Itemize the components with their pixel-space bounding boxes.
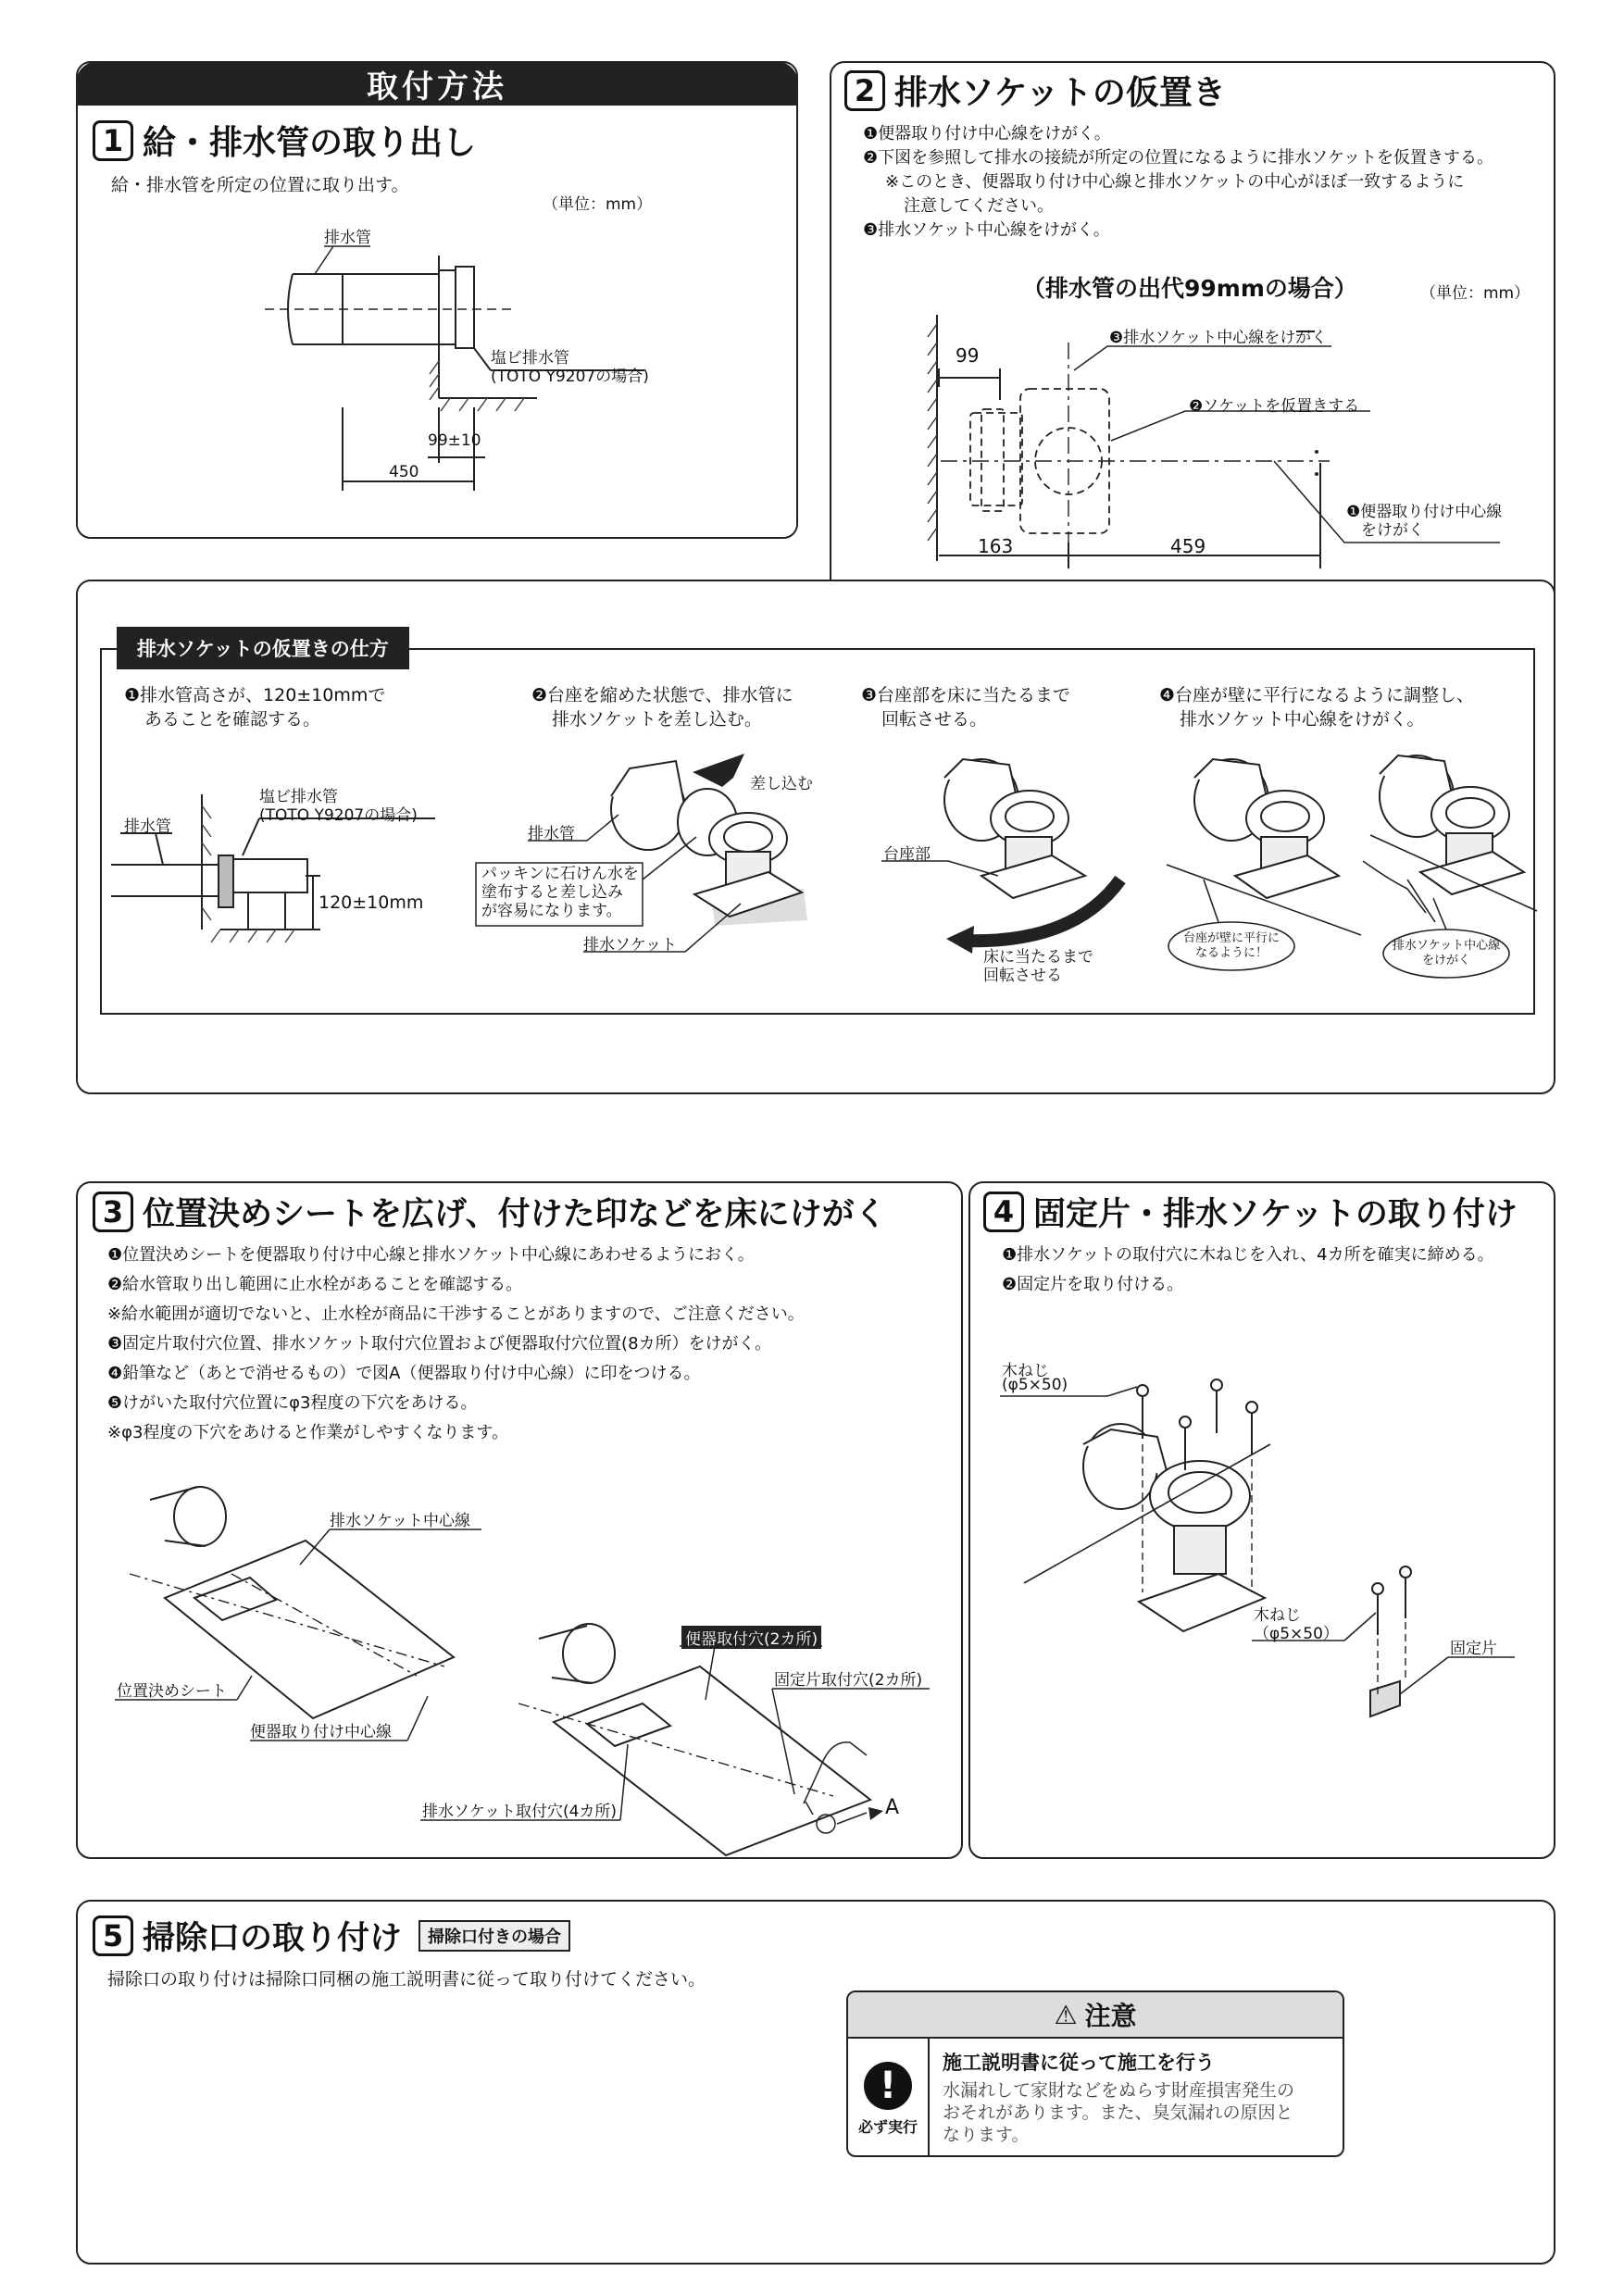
step2-item-3: ❸排水ソケット中心線をけがく。 (863, 220, 1110, 240)
step4-label-screw2-size: （φ5×50） (1254, 1625, 1339, 1643)
step1-label-pvc: 塩ビ排水管 (491, 349, 569, 368)
step3-label-sheet: 位置決めシート (117, 1682, 227, 1701)
method-c1-pipe: 排水管 (124, 817, 171, 836)
method-c1-height: 120±10mm (319, 892, 424, 913)
step2-unit: （単位：mm） (1420, 284, 1530, 303)
step2-item-2: ❷下図を参照して排水の接続が所定の位置になるように排水ソケットを仮置きする。 (863, 148, 1494, 168)
step5-title-text: 掃除口の取り付け (143, 1920, 403, 1957)
step2-title-text: 排水ソケットの仮置き (894, 74, 1226, 112)
step2-note-1: ※このとき、便器取り付け中心線と排水ソケットの中心がほぼ一致するように (885, 172, 1465, 192)
method-tab: 排水ソケットの仮置きの仕方 (117, 627, 409, 669)
step5-number: 5 (93, 1915, 133, 1956)
method-c2-insert: 差し込む (750, 775, 813, 793)
step2-label-dim-163: 163 (978, 535, 1014, 557)
method-c4-mark-2: をけがく (1421, 954, 1470, 967)
step3-note-1: ※給水範囲が適切でないと、止水栓が商品に干渉することがありますので、ご注意ください。 (107, 1304, 805, 1324)
step2-label-toilet-center-2: をけがく (1361, 521, 1424, 540)
caution-header (848, 1992, 1343, 2039)
step3-label-socket-holes: 排水ソケット取付穴(4カ所) (422, 1803, 618, 1821)
method-c3-base: 台座部 (883, 845, 931, 864)
step3-label-toilet-holes: 便器取付穴(2カ所) (681, 1626, 821, 1649)
step2-label-dim-459: 459 (1170, 535, 1206, 557)
step2-label-toilet-center-1: ❶便器取り付け中心線 (1346, 503, 1503, 521)
step4-label-screw1-size: (φ5×50) (1002, 1376, 1068, 1394)
caution-text-2: おそれがあります。また、臭気漏れの原因と (943, 2103, 1293, 2123)
warning-triangle-icon: ⚠ (1054, 1999, 1078, 2030)
caution-text-1: 水漏れして家財などをぬらす財産損害発生の (943, 2080, 1295, 2101)
step1-label-pvc-model: (TOTO Y9207の場合) (491, 368, 649, 386)
step5-description: 掃除口の取り付けは掃除口同梱の施工説明書に従って取り付けてください。 (107, 1969, 706, 1990)
step1-number: 1 (93, 120, 133, 161)
method-c4-line1: ❹台座が壁に平行になるように調整し、 (1159, 685, 1475, 705)
method-c2-tip-2: 塗布すると差し込み (481, 883, 623, 902)
exclamation-icon: ! (864, 2062, 912, 2110)
method-c1-line2: あることを確認する。 (144, 709, 321, 730)
step4-label-screw2: 木ねじ (1254, 1606, 1301, 1625)
method-c2-line1: ❷台座を縮めた状態で、排水管に (531, 685, 793, 705)
caution-must-label: 必ず実行 (857, 2117, 918, 2136)
section-header: 取付方法 (76, 61, 798, 106)
method-c2-line2: 排水ソケットを差し込む。 (552, 709, 762, 730)
method-c1-pvc-model: (TOTO Y9207の場合) (259, 806, 418, 825)
step4-title-text: 固定片・排水ソケットの取り付け (1033, 1196, 1518, 1233)
method-c3-line1: ❸台座部を床に当たるまで (861, 685, 1071, 705)
step3-note-2: ※φ3程度の下穴をあけると作業がしやすくなります。 (107, 1423, 508, 1442)
step4-label-screw1: 木ねじ (1002, 1362, 1049, 1380)
step2-label-socket-center: ❸排水ソケット中心線をけがく (1109, 329, 1328, 347)
step2-label-place-socket: ❷ソケットを仮置きする (1189, 397, 1360, 416)
step2-item-1: ❶便器取り付け中心線をけがく。 (863, 124, 1111, 144)
method-c4-parallel-2: なるように！ (1194, 946, 1268, 960)
step1-unit: （単位：mm） (543, 195, 653, 214)
method-c4-line2: 排水ソケット中心線をけがく。 (1180, 709, 1425, 730)
step2-number: 2 (844, 70, 885, 111)
step3-number: 3 (93, 1192, 133, 1232)
method-c2-tip-1: パッキンに石けん水を (481, 865, 639, 883)
method-c4-parallel-1: 台座が壁に平行に (1182, 931, 1280, 945)
method-c2-pipe: 排水管 (528, 825, 575, 843)
caution-title: 注意 (1084, 2001, 1137, 2031)
method-c3-rotate-1: 床に当たるまで (983, 948, 1093, 967)
step2-label-dim-99: 99 (956, 344, 980, 367)
step3-title-text: 位置決めシートを広げ、付けた印などを床にけがく (143, 1196, 887, 1233)
step1-description: 給・排水管を所定の位置に取り出す。 (111, 175, 409, 195)
caution-must-column (848, 2039, 930, 2157)
step3-item-4: ❹鉛筆など（あとで消せるもの）で図A（便器取り付け中心線）に印をつける。 (107, 1364, 701, 1383)
step3-label-socket-center: 排水ソケット中心線 (330, 1512, 470, 1530)
step4-label-fixer: 固定片 (1450, 1640, 1497, 1658)
step3-label-fix-holes: 固定片取付穴(2カ所) (774, 1671, 923, 1690)
caution-subtitle: 施工説明書に従って施工を行う (943, 2052, 1215, 2074)
method-c4-mark-1: 排水ソケット中心線 (1392, 939, 1501, 953)
step1-label-dim-tol: 99±10 (428, 431, 481, 450)
method-c3-rotate-2: 回転させる (983, 967, 1062, 985)
step1-title-text: 給・排水管の取り出し (143, 124, 477, 162)
method-c3-line2: 回転させる。 (881, 709, 988, 730)
step3-item-2: ❷給水管取り出し範囲に止水栓があることを確認する。 (107, 1275, 523, 1294)
method-c1-line1: ❶排水管高さが、120±10mmで (124, 685, 386, 705)
method-c2-tip-3: が容易になります。 (481, 902, 622, 920)
step3-item-3: ❸固定片取付穴位置、排水ソケット取付穴位置および便器取付穴位置(8カ所）をけがく。 (107, 1334, 772, 1354)
step3-label-toilet-center: 便器取り付け中心線 (250, 1723, 392, 1741)
method-c2-socket: 排水ソケット (583, 936, 677, 955)
step4-number: 4 (983, 1192, 1024, 1232)
step3-label-a: A (885, 1796, 900, 1819)
method-c1-pvc: 塩ビ排水管 (259, 788, 338, 806)
step5-title (93, 1913, 570, 1959)
caution-text-3: なります。 (943, 2125, 1030, 2145)
step1-label-pipe: 排水管 (324, 229, 371, 247)
caution-body (943, 2048, 1331, 2146)
step5-badge: 掃除口付きの場合 (418, 1920, 570, 1952)
step4-item-2: ❷固定片を取り付ける。 (1002, 1275, 1184, 1294)
step3-item-5: ❺けがいた取付穴位置にφ3程度の下穴をあける。 (107, 1393, 478, 1413)
step1-label-dim-450: 450 (389, 463, 419, 481)
caution-box (846, 1990, 1344, 2157)
step2-note-2: 注意してください。 (904, 196, 1054, 216)
step3-item-1: ❶位置決めシートを便器取り付け中心線と排水ソケット中心線にあわせるようにおく。 (107, 1245, 755, 1265)
step2-diagram-title: （排水管の出代99mmの場合） (1022, 275, 1357, 302)
step4-item-1: ❶排水ソケットの取付穴に木ねじを入れ、4カ所を確実に締める。 (1002, 1245, 1494, 1265)
